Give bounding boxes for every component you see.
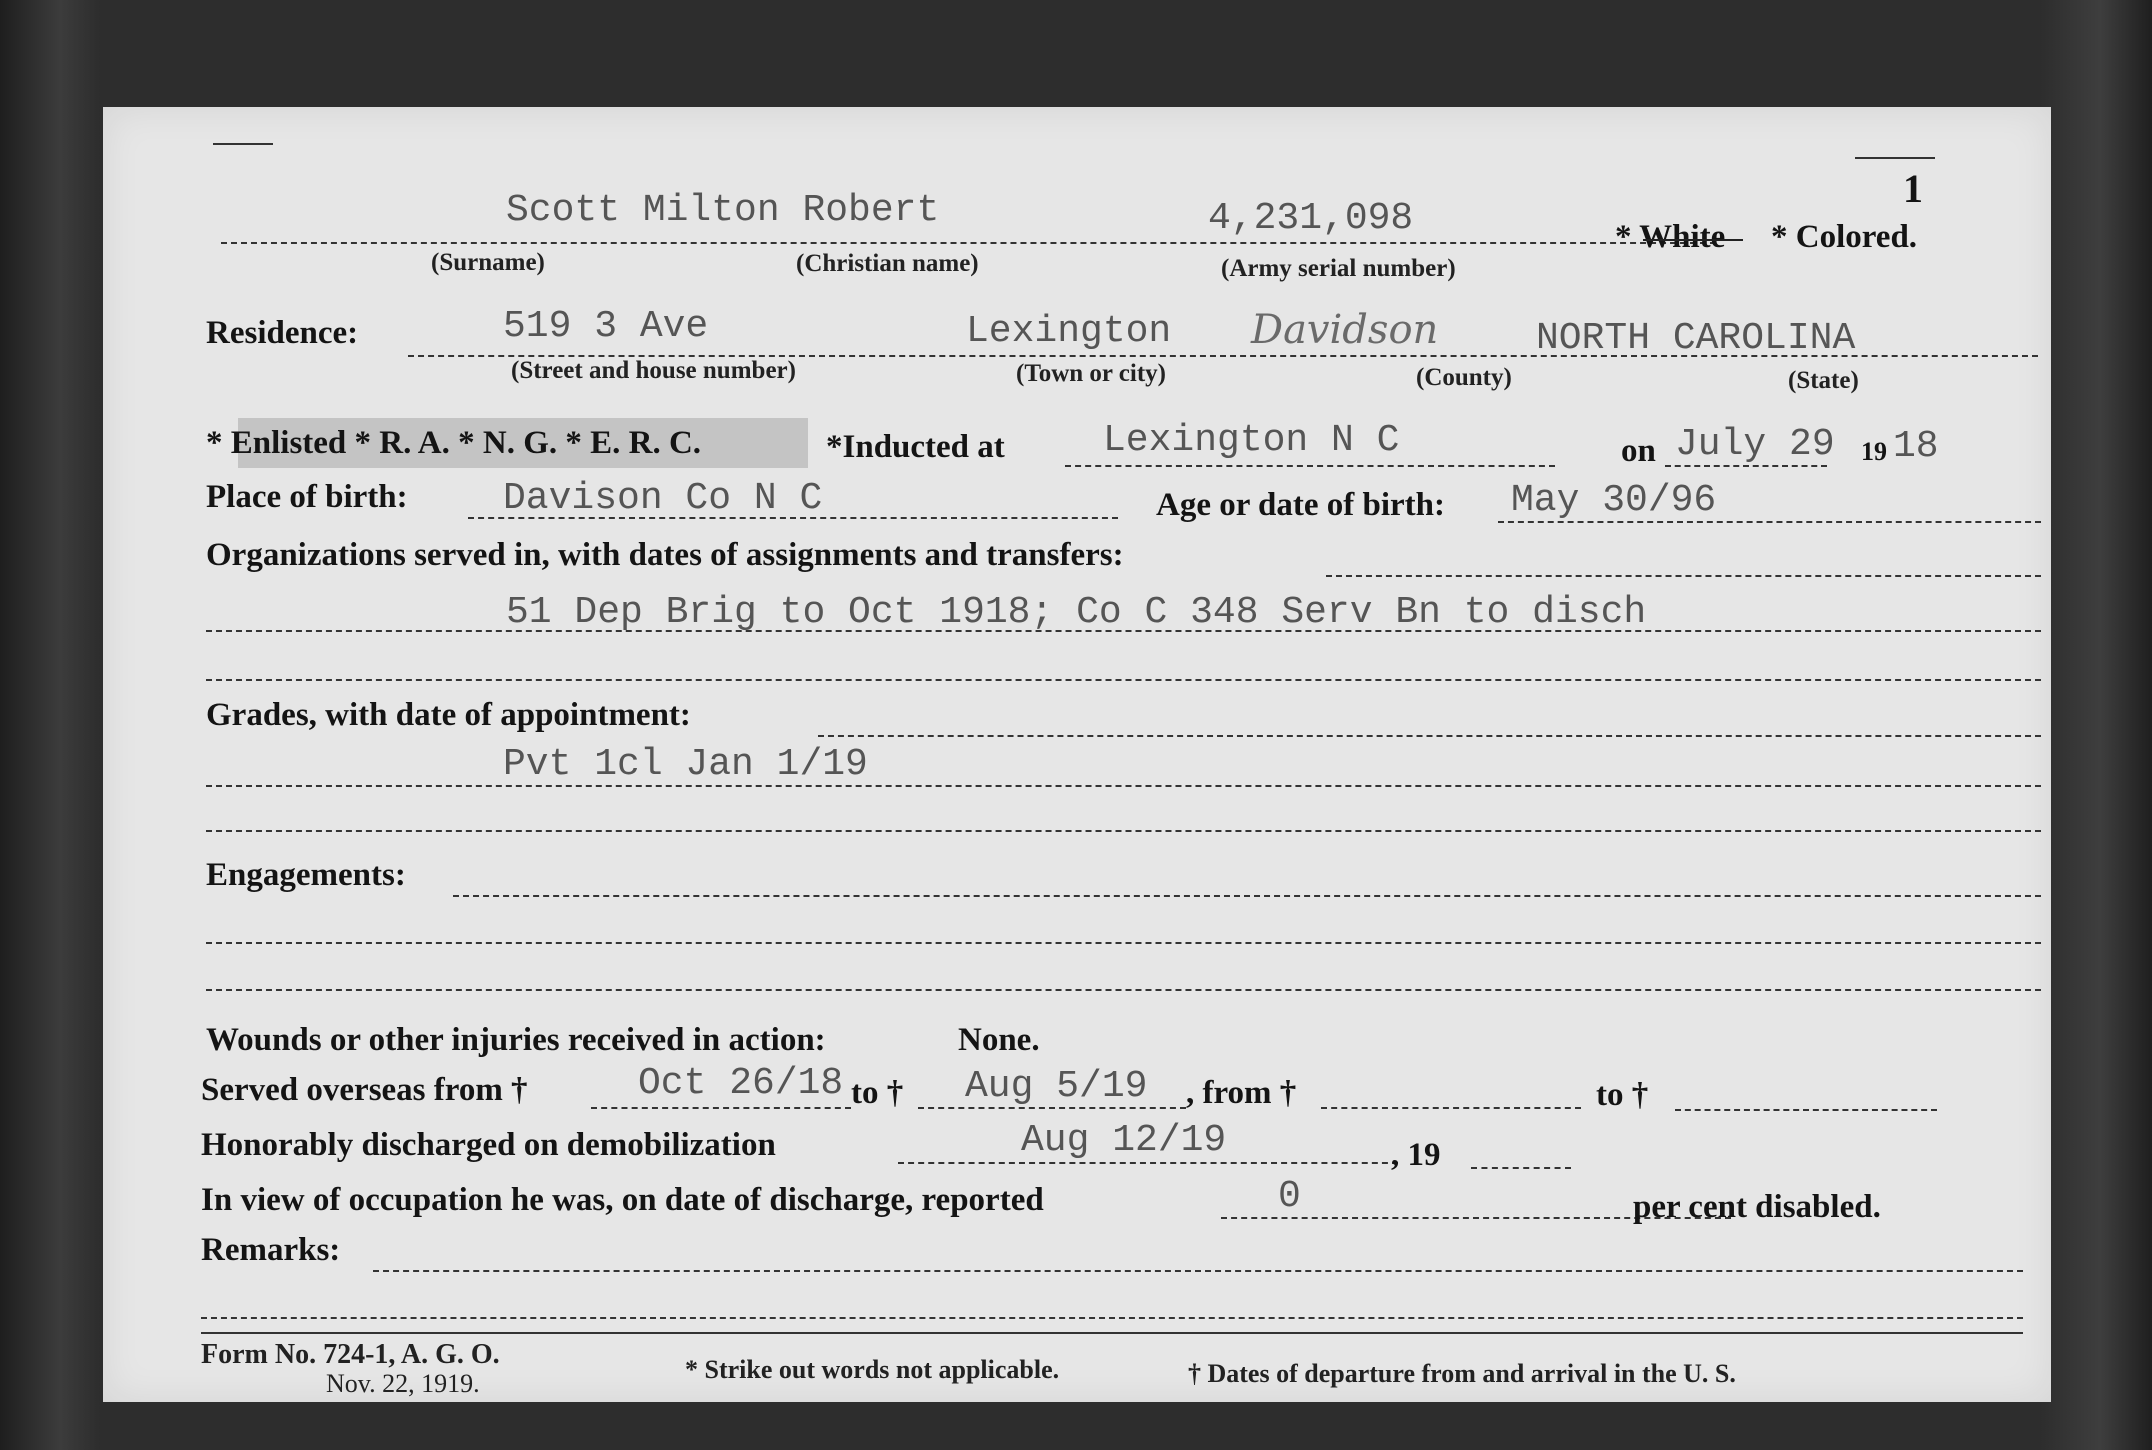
discharge-value: Aug 12/19 [1021, 1119, 1227, 1162]
street-value: 519 3 Ave [503, 305, 709, 348]
inducted-line [1065, 465, 1555, 467]
grades-line-2 [206, 785, 2041, 787]
town-caption: (Town or city) [1016, 360, 1166, 387]
overseas-to2-line [1675, 1109, 1937, 1111]
form-date: Nov. 22, 1919. [326, 1369, 480, 1398]
serial-value: 4,231,098 [1208, 197, 1414, 240]
organizations-value: 51 Dep Brig to Oct 1918; Co C 348 Serv Bn to disch [506, 591, 1647, 634]
overseas-to-value: Aug 5/19 [965, 1065, 1148, 1108]
year-value: 18 [1893, 425, 1939, 468]
engagements-line-1 [453, 895, 2041, 897]
white-strike [1643, 239, 1743, 241]
wounds-value: None. [958, 1022, 1040, 1058]
state-value: NORTH CAROLINA [1536, 317, 1856, 360]
organizations-line-3 [206, 679, 2041, 681]
age-value: May 30/96 [1511, 479, 1717, 522]
discharge-label: Honorably discharged on demobilization [201, 1127, 776, 1163]
strike-note: * Strike out words not applicable. [685, 1355, 1060, 1384]
discharge-line [898, 1162, 1398, 1164]
grades-value: Pvt 1cl Jan 1/19 [503, 743, 868, 786]
overseas-to2-label: to † [1596, 1077, 1649, 1113]
overseas-from2-line [1321, 1107, 1581, 1109]
name-line [221, 242, 1716, 244]
organizations-line-2 [206, 630, 2041, 632]
organizations-label: Organizations served in, with dates of assignments and transfers: [206, 537, 1124, 573]
place-of-birth-value: Davison Co N C [503, 477, 823, 520]
inducted-value: Lexington N C [1103, 419, 1400, 462]
top-right-mark [1855, 157, 1935, 159]
street-caption: (Street and house number) [511, 357, 796, 384]
engagements-line-2 [206, 942, 2041, 944]
overseas-to-line [918, 1107, 1186, 1109]
discharge-year-line [1471, 1167, 1571, 1169]
date-line [1665, 465, 1827, 467]
remarks-line-1 [373, 1270, 2023, 1272]
residence-label: Residence: [206, 315, 359, 351]
service-record-card [103, 107, 2051, 1402]
induction-date-value: July 29 [1675, 423, 1835, 466]
grades-line-3 [206, 830, 2041, 832]
organizations-line-1 [1326, 575, 2041, 577]
overseas-from-value: Oct 26/18 [638, 1062, 844, 1105]
state-caption: (State) [1788, 367, 1859, 394]
overseas-to-label: to † [851, 1075, 904, 1111]
discharge-year-label: , 19 [1391, 1137, 1441, 1173]
remarks-label: Remarks: [201, 1232, 341, 1268]
age-label: Age or date of birth: [1156, 487, 1446, 523]
place-of-birth-label: Place of birth: [206, 479, 408, 515]
christian-caption: (Christian name) [796, 250, 979, 277]
county-caption: (County) [1416, 364, 1512, 391]
remarks-line-2 [201, 1317, 2023, 1319]
engagements-line-3 [206, 989, 2041, 991]
card-number: 1 [1903, 166, 1923, 211]
colored-label: * Colored. [1771, 219, 1918, 255]
county-value: Davidson [1251, 307, 1439, 353]
birth-line [468, 517, 1118, 519]
inducted-label: *Inducted at [826, 429, 1005, 465]
on-label: on [1621, 433, 1656, 469]
enlisted-label: * Enlisted * R. A. * N. G. * E. R. C. [206, 425, 702, 461]
dates-note: † Dates of departure from and arrival in the U. S. [1188, 1359, 1736, 1388]
surname-caption: (Surname) [431, 249, 545, 276]
year-prefix: 19 [1861, 437, 1887, 466]
overseas-from-line [591, 1107, 851, 1109]
serial-caption: (Army serial number) [1221, 255, 1456, 282]
overseas-label: Served overseas from † [201, 1072, 528, 1108]
top-left-mark [213, 143, 273, 145]
footer-rule [201, 1332, 2023, 1334]
name-value: Scott Milton Robert [506, 189, 940, 232]
wounds-label: Wounds or other injuries received in action: [206, 1022, 826, 1058]
occupation-value: 0 [1278, 1175, 1301, 1218]
age-line [1498, 521, 2041, 523]
occupation-label: In view of occupation he was, on date of discharge, reported [201, 1182, 1044, 1218]
town-value: Lexington [966, 310, 1172, 353]
form-number: Form No. 724-1, A. G. O. [201, 1339, 500, 1370]
white-label: * White [1615, 219, 1726, 255]
overseas-from2-label: , from † [1186, 1075, 1297, 1111]
grades-label: Grades, with date of appointment: [206, 697, 691, 733]
engagements-label: Engagements: [206, 857, 406, 893]
grades-line-1 [818, 735, 2041, 737]
occupation-suffix: per cent disabled. [1633, 1189, 1881, 1225]
